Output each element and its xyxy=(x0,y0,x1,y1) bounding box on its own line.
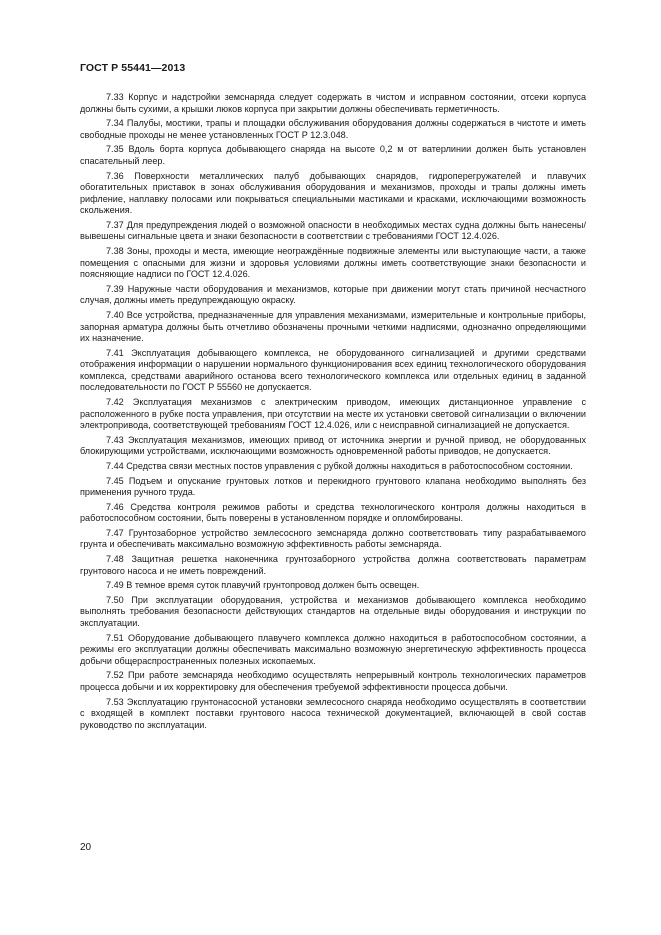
paragraph-7-35: 7.35 Вдоль борта корпуса добывающего снаряда на высоте 0,2 м от ватерлинии должен быть установлен спасательный леер. xyxy=(80,144,586,166)
paragraph-7-37: 7.37 Для предупреждения людей о возможной опасности в необходимых местах судна должны быть нанесены/вывешены сигнальные цвета и знаки безопасности в соответствии с требованиями ГОСТ 12.4.026. xyxy=(80,219,586,242)
paragraph-7-51: 7.51 Оборудование добывающего плавучего комплекса должно находиться в работоспособном состоянии, а режимы его эксплуатации должны обеспечивать максимально возможную энергетическую эффективность процесса добычи общераспространенных полезных ископаемых. xyxy=(80,632,586,666)
document-body xyxy=(80,92,586,734)
paragraph-7-38: 7.38 Зоны, проходы и места, имеющие неограждённые подвижные элементы или выступающие части, а также помещения с опасными для жизни и здоровья условиями должны иметь соответствующие знаки безопасности и поясняющие надписи по ГОСТ 12.4.026. xyxy=(80,246,586,280)
paragraph-7-50: 7.50 При эксплуатации оборудования, устройства и механизмов добывающего комплекса необходимо выполнять требования безопасности действующих стандартов на отдельные виды оборудования и инструкции по эксплуатации. xyxy=(80,594,586,629)
paragraph-7-52: 7.52 При работе земснаряда необходимо осуществлять непрерывный контроль технологических параметров процесса добычи и их корректировку для обеспечения требуемой эффективности процесса добычи. xyxy=(80,670,586,692)
paragraph-7-45: 7.45 Подъем и опускание грунтовых лотков и перекидного грунтового клапана необходимо выполнять без применения ручного труда. xyxy=(80,475,586,498)
paragraph-7-33: 7.33 Корпус и надстройки земснаряда следует содержать в чистом и исправном состоянии, отсеки корпуса должны быть сухими, а крышки люков корпуса при закрытии должны обеспечивать герметичность. xyxy=(80,92,586,114)
paragraph-7-44: 7.44 Средства связи местных постов управления с рубкой должны находиться в работоспособном состоянии. xyxy=(106,460,573,471)
paragraph-7-43: 7.43 Эксплуатация механизмов, имеющих привод от источника энергии и ручной привод, не оборудованных блокирующими устройствами, исключающими возможность одновременной работы приводов, не допускается. xyxy=(80,434,586,457)
paragraph-7-48: 7.48 Защитная решетка наконечника грунтозаборного устройства должна соответствовать параметрам грунтового насоса и не иметь повреждений. xyxy=(80,554,586,576)
paragraph-7-47: 7.47 Грунтозаборное устройство землесосного земснаряда должно соответствовать типу разрабатываемого грунта и обеспечивать максимально возможную эффективность работы земснаряда. xyxy=(80,527,586,550)
standard-header: ГОСТ Р 55441—2013 xyxy=(80,62,186,74)
paragraph-7-36: 7.36 Поверхности металлических палуб добывающих снарядов, гидроперегружателей и плавучих обогатительных приставок в зонах обслуживания оборудования и механизмов, проходы и трапы должны иметь рифление, наплавку полосами или покрываться специальными мастиками и красками, исключающими возможность скольжения. xyxy=(80,170,586,216)
paragraph-7-53: 7.53 Эксплуатацию грунтонасосной установки землесосного снаряда необходимо осуществлять в соответствии с входящей в комплект поставки грунтового насоса технической документацией, включающей в свой состав руководство по эксплуатации. xyxy=(80,696,586,730)
paragraph-7-49: 7.49 В темное время суток плавучий грунтопровод должен быть освещен. xyxy=(106,580,420,591)
paragraph-7-34: 7.34 Палубы, мостики, трапы и площадки обслуживания оборудования должны содержаться в чистоте и иметь свободные проходы не менее установленных ГОСТ Р 12.3.048. xyxy=(80,118,586,140)
page-number: 20 xyxy=(80,842,92,853)
paragraph-7-46: 7.46 Средства контроля режимов работы и средства технологического контроля должны находиться в работоспособном состоянии, быть поверены в установленном порядке и опломбированы. xyxy=(80,501,586,524)
paragraph-7-39: 7.39 Наружные части оборудования и механизмов, которые при движении могут стать причиной несчастного случая, должны иметь предупреждающую окраску. xyxy=(80,283,586,306)
paragraph-7-42: 7.42 Эксплуатация механизмов с электрическим приводом, имеющих дистанционное управление с расположенного в рубке поста управления, при отсутствии на месте их установки световой сигнализации о включении электропривода, соответствующей требованиям ГОСТ 12.4.026, или с неисправной сигнализацией не допускается. xyxy=(80,396,586,431)
paragraph-7-40: 7.40 Все устройства, предназначенные для управления механизмами, измерительные и контрольные приборы, запорная арматура должны быть отчетливо обозначены прочными четкими надписями, однозначно определяющими их назначение. xyxy=(80,309,586,344)
paragraph-7-41: 7.41 Эксплуатация добывающего комплекса, не оборудованного сигнализацией и другими средствами отображения информации о нарушении нормального функционирования всех единиц технологического оборудования комплекса, средствами аварийного останова всего технологического комплекса или отдельных единиц в заданной последовательности по ГОСТ Р 55560 не допускается. xyxy=(80,347,586,393)
